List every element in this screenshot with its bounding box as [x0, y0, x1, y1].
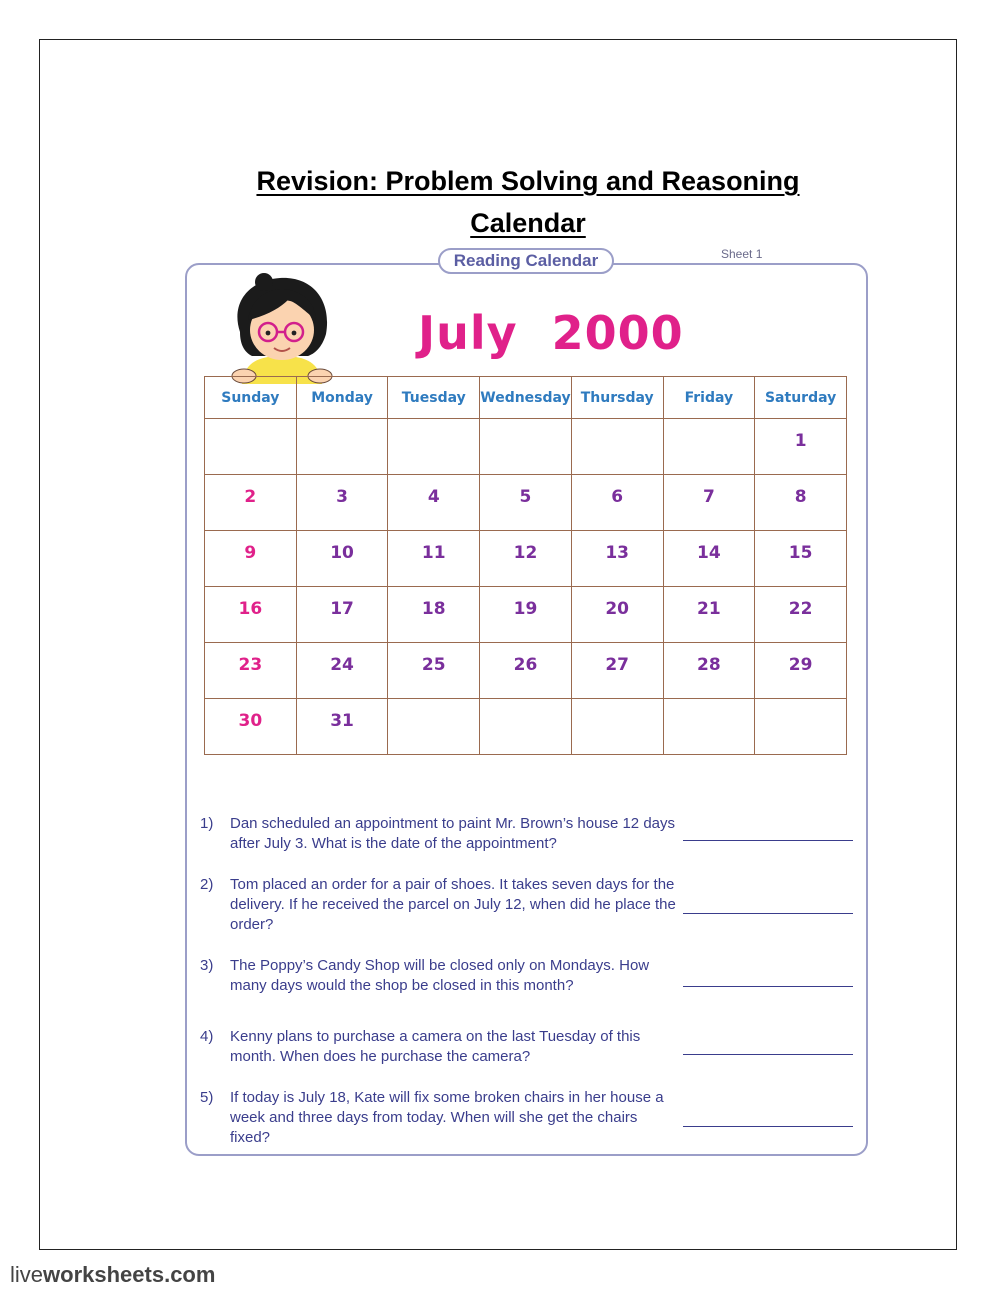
day-header-friday: Friday — [663, 377, 755, 419]
day-header-wednesday: Wednesday — [480, 377, 572, 419]
answer-line-3[interactable] — [683, 986, 853, 987]
question-number: 2) — [200, 876, 214, 893]
calendar-table — [204, 376, 847, 755]
calendar-day-cell — [755, 699, 847, 755]
girl-illustration — [222, 272, 342, 384]
calendar-day-cell: 18 — [388, 587, 480, 643]
question-text: If today is July 18, Kate will fix some broken chairs in her house a week and three days from today. When will she get the chairs fixed? — [230, 1089, 664, 1146]
question-number: 5) — [200, 1089, 214, 1106]
calendar-day-cell — [205, 419, 297, 475]
calendar-day-cell: 30 — [205, 699, 297, 755]
month-title: July 2000 — [418, 306, 684, 360]
calendar-day-cell: 23 — [205, 643, 297, 699]
calendar-day-cell: 5 — [480, 475, 572, 531]
calendar-day-cell — [296, 419, 388, 475]
day-header-tuesday: Tuesday — [388, 377, 480, 419]
calendar-day-cell: 13 — [571, 531, 663, 587]
calendar-day-cell — [480, 419, 572, 475]
calendar-day-cell: 29 — [755, 643, 847, 699]
brand-worksheets: worksheets — [43, 1262, 165, 1287]
answer-line-5[interactable] — [683, 1126, 853, 1127]
calendar-week-row — [205, 587, 847, 643]
calendar-day-cell: 6 — [571, 475, 663, 531]
page-title: Revision: Problem Solving and Reasoning — [256, 166, 800, 196]
calendar-day-cell — [480, 699, 572, 755]
calendar-day-cell — [571, 699, 663, 755]
calendar-week-row — [205, 643, 847, 699]
calendar-day-cell: 21 — [663, 587, 755, 643]
liveworksheets-logo[interactable] — [10, 1262, 215, 1288]
sheet-label: Sheet 1 — [721, 247, 763, 261]
brand-suffix: .com — [164, 1262, 216, 1287]
calendar-week-row — [205, 475, 847, 531]
calendar-day-cell: 16 — [205, 587, 297, 643]
calendar-day-cell: 3 — [296, 475, 388, 531]
calendar-day-cell — [388, 419, 480, 475]
calendar-day-cell: 8 — [755, 475, 847, 531]
day-header-thursday: Thursday — [571, 377, 663, 419]
calendar-day-cell: 12 — [480, 531, 572, 587]
calendar-day-cell: 1 — [755, 419, 847, 475]
calendar-day-cell: 31 — [296, 699, 388, 755]
calendar-day-cell: 26 — [480, 643, 572, 699]
calendar-day-cell — [571, 419, 663, 475]
calendar-day-cell: 11 — [388, 531, 480, 587]
calendar-day-cell: 24 — [296, 643, 388, 699]
calendar-day-cell: 17 — [296, 587, 388, 643]
day-header-monday: Monday — [296, 377, 388, 419]
question-text: Tom placed an order for a pair of shoes. It takes seven days for the delivery. If he received the parcel on July 12, when did he place the order? — [230, 876, 676, 933]
calendar-day-cell: 10 — [296, 531, 388, 587]
calendar-week-row — [205, 699, 847, 755]
question-number: 1) — [200, 815, 214, 832]
calendar-header-row — [205, 377, 847, 419]
calendar-week-row — [205, 531, 847, 587]
question-number: 4) — [200, 1028, 214, 1045]
reading-calendar-tab: Reading Calendar — [438, 248, 614, 274]
calendar-day-cell — [663, 419, 755, 475]
calendar-day-cell: 25 — [388, 643, 480, 699]
day-header-saturday: Saturday — [755, 377, 847, 419]
day-header-sunday: Sunday — [205, 377, 297, 419]
page-subtitle: Calendar — [470, 208, 586, 238]
calendar-day-cell: 9 — [205, 531, 297, 587]
calendar-week-row — [205, 419, 847, 475]
calendar-day-cell: 19 — [480, 587, 572, 643]
calendar-day-cell: 20 — [571, 587, 663, 643]
calendar-day-cell: 14 — [663, 531, 755, 587]
answer-line-2[interactable] — [683, 913, 853, 914]
calendar-day-cell: 22 — [755, 587, 847, 643]
question-text: Kenny plans to purchase a camera on the last Tuesday of this month. When does he purchase the camera? — [230, 1028, 641, 1065]
answer-line-4[interactable] — [683, 1054, 853, 1055]
calendar-day-cell: 27 — [571, 643, 663, 699]
calendar-day-cell: 2 — [205, 475, 297, 531]
brand-live: live — [10, 1262, 44, 1287]
calendar-day-cell — [388, 699, 480, 755]
answer-line-1[interactable] — [683, 840, 853, 841]
question-text: The Poppy’s Candy Shop will be closed only on Mondays. How many days would the shop be closed in this month? — [230, 957, 650, 994]
calendar-day-cell: 4 — [388, 475, 480, 531]
question-number: 3) — [200, 957, 214, 974]
calendar-day-cell: 15 — [755, 531, 847, 587]
calendar-day-cell: 28 — [663, 643, 755, 699]
calendar-day-cell: 7 — [663, 475, 755, 531]
question-text: Dan scheduled an appointment to paint Mr. Brown’s house 12 days after July 3. What is the date of the appointment? — [230, 815, 676, 852]
calendar-day-cell — [663, 699, 755, 755]
